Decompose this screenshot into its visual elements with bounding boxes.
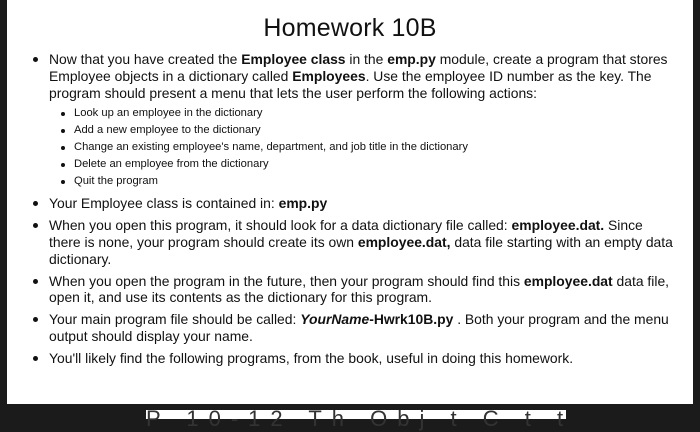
- next-slide-title-peek: P 10-12 Th Obj t C t t: [146, 406, 574, 431]
- bullet-data-file: When you open this program, it should look for a data dictionary file called: employee.dat. Since there is none, your program should create its own employee.dat, data file starting with an empty data dictionary.: [30, 217, 678, 267]
- menu-action-item: Look up an employee in the dictionary: [30, 105, 678, 122]
- slide-content: [30, 51, 678, 369]
- bullet-future-open: When you open the program in the future, then your program should find this employee.dat data file, open it, and use its contents as the dictionary for this program.: [30, 273, 678, 307]
- slide: [7, 0, 693, 404]
- bullet-program-description: Now that you have created the Employee class in the emp.py module, create a program that stores Employee objects in a dictionary called Employees. Use the employee ID number as the key. The program should present a menu that lets the user perform the following actions:: [30, 51, 678, 101]
- menu-actions-list: [30, 105, 678, 190]
- bullet-employee-class: Your Employee class is contained in: emp.py: [30, 195, 678, 212]
- slide-title: Homework 10B: [263, 14, 437, 42]
- menu-action-item: Quit the program: [30, 173, 678, 190]
- bullet-book-programs: You'll likely find the following programs, from the book, useful in doing this homework.: [30, 350, 678, 367]
- menu-action-item: Change an existing employee's name, department, and job title in the dictionary: [30, 139, 678, 156]
- menu-action-item: Delete an employee from the dictionary: [30, 156, 678, 173]
- bullet-main-file-name: Your main program file should be called: YourName-Hwrk10B.py . Both your program and the menu output should display your name.: [30, 311, 678, 345]
- menu-action-item: Add a new employee to the dictionary: [30, 122, 678, 139]
